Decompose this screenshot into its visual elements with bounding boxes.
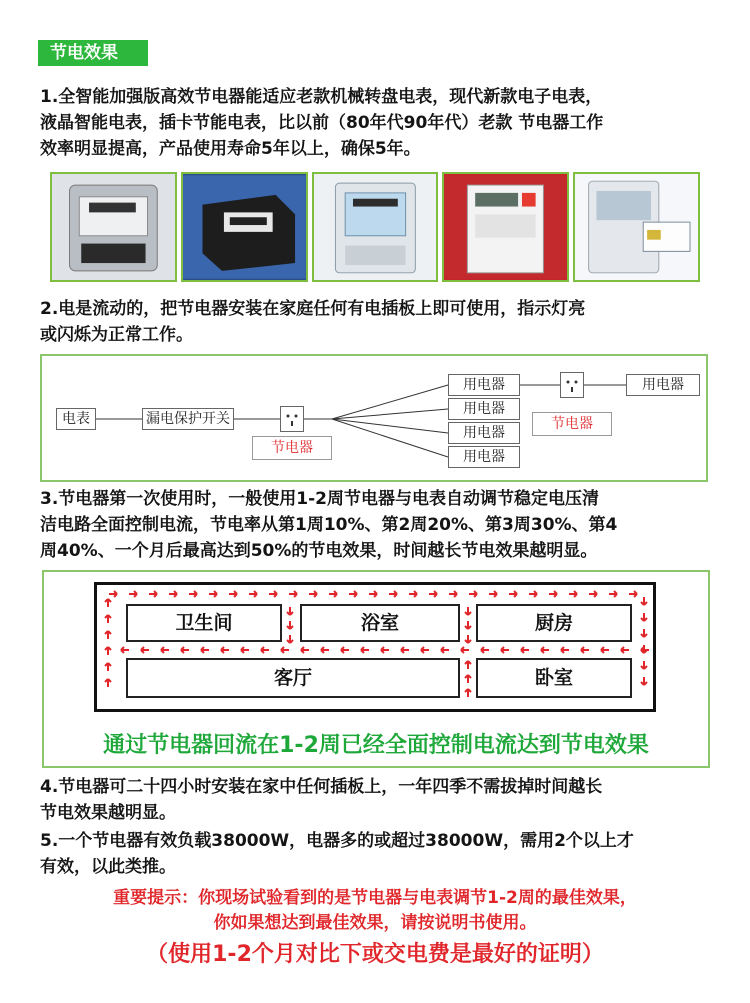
- saver-label-right: 节电器: [532, 412, 612, 436]
- appliance-box: 用电器: [448, 446, 520, 468]
- paragraph-4: [40, 774, 602, 826]
- flow-arrow: [287, 621, 293, 629]
- dial-meter-photo: [181, 172, 308, 282]
- para1-line: 液晶智能电表，插卡节能电表，比以前（80年代90年代）老款 节电器工作: [40, 113, 604, 133]
- para2-line: 2.电是流动的，把节电器安装在家庭任何有电插板上即可使用，指示灯亮: [40, 299, 586, 319]
- wiring-diagram: [40, 354, 708, 482]
- flow-arrow: [105, 599, 111, 607]
- flow-arrow: [287, 635, 293, 643]
- flow-arrow: [381, 647, 389, 653]
- flow-arrow: [449, 591, 457, 597]
- flow-arrow: [409, 591, 417, 597]
- flow-arrow: [287, 607, 293, 615]
- flow-arrow: [269, 591, 277, 597]
- outlet-icon: [280, 406, 304, 432]
- flow-arrow: [489, 591, 497, 597]
- flow-arrow: [105, 615, 111, 623]
- notice-line-3: （使用1-2个月对比下或交电费是最好的证明）: [146, 942, 604, 967]
- paragraph-5: [40, 828, 634, 880]
- flow-arrow: [641, 661, 647, 669]
- flow-arrow: [465, 689, 471, 697]
- section-tag: 节电效果: [38, 40, 148, 66]
- flow-arrow: [569, 591, 577, 597]
- flow-arrow: [309, 591, 317, 597]
- flow-arrow: [521, 647, 529, 653]
- para1-line: 1.全智能加强版高效节电器能适应老款机械转盘电表，现代新款电子电表，: [40, 87, 603, 107]
- flow-arrow: [169, 591, 177, 597]
- outlet-icon: [560, 372, 584, 398]
- flow-arrow: [389, 591, 397, 597]
- room-bedroom: 卧室: [476, 658, 632, 698]
- appliance-box: 用电器: [448, 398, 520, 420]
- flow-arrow: [441, 647, 449, 653]
- flow-arrow: [161, 647, 169, 653]
- paragraph-1: [40, 84, 603, 162]
- flow-arrow: [289, 591, 297, 597]
- flow-arrow: [549, 591, 557, 597]
- flow-arrow: [589, 591, 597, 597]
- flow-arrow: [429, 591, 437, 597]
- flow-arrow: [581, 647, 589, 653]
- flow-arrow: [109, 591, 117, 597]
- flow-arrow: [465, 661, 471, 669]
- flow-arrow: [241, 647, 249, 653]
- flow-arrow: [421, 647, 429, 653]
- flow-arrow: [105, 631, 111, 639]
- flow-arrow: [105, 663, 111, 671]
- flow-arrow: [149, 591, 157, 597]
- para3-line: 3.节电器第一次使用时，一般使用1-2周节电器与电表自动调节稳定电压清: [40, 489, 599, 509]
- notice-line-2: 你如果想达到最佳效果，请按说明书使用。: [213, 913, 537, 933]
- flow-arrow: [281, 647, 289, 653]
- room-shower: 浴室: [300, 604, 460, 642]
- flow-arrow: [461, 647, 469, 653]
- electronic-meter-photo: [312, 172, 439, 282]
- flow-arrow: [609, 591, 617, 597]
- flow-arrow: [465, 607, 471, 615]
- flow-arrow: [105, 647, 111, 655]
- flow-arrow: [629, 591, 637, 597]
- flow-arrow: [189, 591, 197, 597]
- flow-arrow: [181, 647, 189, 653]
- breaker-box: 漏电保护开关: [142, 408, 234, 430]
- para5-line: 有效，以此类推。: [40, 857, 176, 877]
- flow-arrow: [401, 647, 409, 653]
- room-kitchen: 厨房: [476, 604, 632, 642]
- para2-line: 或闪烁为正常工作。: [40, 325, 193, 345]
- flow-arrow: [641, 629, 647, 637]
- flow-arrow: [201, 647, 209, 653]
- flow-arrow: [229, 591, 237, 597]
- flow-caption: 通过节电器回流在1-2周已经全面控制电流达到节电效果: [103, 733, 649, 758]
- flow-arrow: [501, 647, 509, 653]
- flow-arrow: [541, 647, 549, 653]
- flow-arrow: [141, 647, 149, 653]
- flow-arrow: [121, 647, 129, 653]
- para1-line: 效率明显提高，产品使用寿命5年以上，确保5年。: [40, 139, 421, 159]
- mechanical-meter-photo: [50, 172, 177, 282]
- flow-arrow: [209, 591, 217, 597]
- flow-arrow: [529, 591, 537, 597]
- current-arrows: [44, 572, 708, 722]
- flow-arrow: [369, 591, 377, 597]
- house-flow-diagram: [42, 570, 710, 768]
- para5-line: 5.一个节电器有效负载38000W，电器多的或超过38000W，需用2个以上才: [40, 831, 634, 851]
- flow-arrow: [561, 647, 569, 653]
- para4-line: 节电效果越明显。: [40, 803, 176, 823]
- room-living: 客厅: [126, 658, 460, 698]
- flow-arrow: [469, 591, 477, 597]
- flow-arrow: [341, 647, 349, 653]
- para4-line: 4.节电器可二十四小时安装在家中任何插板上，一年四季不需拔掉时间越长: [40, 777, 603, 797]
- appliance-box: 用电器: [448, 422, 520, 444]
- flow-arrow: [641, 613, 647, 621]
- flow-arrow: [129, 591, 137, 597]
- notice-line-1: 重要提示：你现场试验看到的是节电器与电表调节1-2周的最佳效果，: [113, 888, 637, 908]
- flow-arrow: [329, 591, 337, 597]
- card-meter-photo: [573, 172, 700, 282]
- appliance-box: 用电器: [448, 374, 520, 396]
- flow-arrow: [321, 647, 329, 653]
- saver-label-left: 节电器: [252, 436, 332, 460]
- flow-arrow: [221, 647, 229, 653]
- para3-line: 周40%、一个月后最高达到50%的节电效果，时间越长节电效果越明显。: [40, 541, 598, 561]
- room-bathroom: 卫生间: [126, 604, 282, 642]
- para3-line: 洁电路全面控制电流，节电率从第1周10%、第2周20%、第3周30%、第4: [40, 515, 618, 535]
- flow-arrow: [481, 647, 489, 653]
- flow-arrow: [621, 647, 629, 653]
- flow-arrow: [641, 677, 647, 685]
- paragraph-2: [40, 296, 585, 348]
- flow-arrow: [465, 635, 471, 643]
- lcd-smart-meter-photo: [442, 172, 569, 282]
- paragraph-3: [40, 486, 617, 564]
- flow-arrow: [601, 647, 609, 653]
- flow-arrow: [349, 591, 357, 597]
- appliance-box: 用电器: [626, 374, 700, 396]
- flow-arrow: [261, 647, 269, 653]
- flow-arrow: [105, 679, 111, 687]
- meter-photos: [50, 172, 700, 282]
- flow-arrow: [641, 597, 647, 605]
- meter-box: 电表: [56, 408, 96, 430]
- flow-arrow: [465, 621, 471, 629]
- flow-arrow: [301, 647, 309, 653]
- flow-arrow: [465, 675, 471, 683]
- flow-arrow: [249, 591, 257, 597]
- flow-arrow: [361, 647, 369, 653]
- flow-arrow: [509, 591, 517, 597]
